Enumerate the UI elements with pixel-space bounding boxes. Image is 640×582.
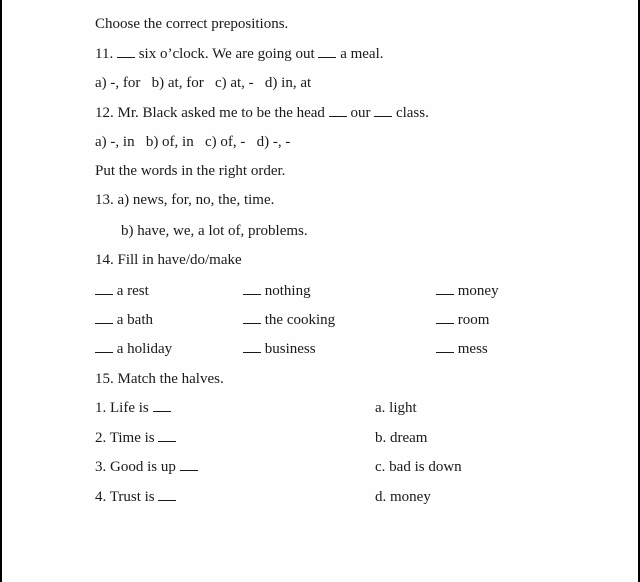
answer-blank[interactable] (436, 283, 454, 295)
answer-blank[interactable] (95, 341, 113, 353)
fill-item (95, 340, 172, 358)
match-left-item (95, 458, 198, 476)
section-heading-prepositions: Choose the correct prepositions. (95, 16, 289, 32)
answer-blank[interactable] (158, 489, 176, 501)
worksheet-page (2, 0, 638, 582)
fill-item-text: a bath (116, 312, 153, 328)
question-11-text-2: a meal. (340, 46, 384, 62)
match-left-item (95, 399, 171, 417)
question-12-text-1: 12. Mr. Black asked me to be the head (95, 105, 325, 121)
question-11-label: 11. (95, 46, 114, 62)
fill-item-text: mess (457, 341, 488, 357)
answer-blank[interactable] (243, 283, 261, 295)
question-12 (95, 104, 429, 122)
question-11 (95, 45, 384, 63)
fill-item (436, 282, 499, 300)
match-left-text: 2. Time is (95, 430, 155, 446)
question-11-text-1: six o’clock. We are going out (138, 46, 315, 62)
answer-blank[interactable] (95, 283, 113, 295)
match-right-item: c. bad is down (375, 459, 462, 475)
match-right-item: a. light (375, 400, 417, 416)
question-12-text-3: class. (395, 105, 429, 121)
fill-item-text: the cooking (264, 312, 336, 328)
answer-blank[interactable] (243, 312, 261, 324)
fill-item-text: a rest (116, 283, 149, 299)
answer-blank[interactable] (436, 312, 454, 324)
section-heading-word-order: Put the words in the right order. (95, 163, 286, 179)
fill-item (243, 340, 316, 358)
question-12-options: a) -, in b) of, in c) of, - d) -, - (95, 134, 291, 150)
answer-blank[interactable] (318, 46, 336, 58)
fill-item (95, 282, 149, 300)
fill-item-text: nothing (264, 283, 311, 299)
fill-item (243, 282, 311, 300)
question-13a: 13. a) news, for, no, the, time. (95, 192, 275, 208)
fill-item-text: a holiday (116, 341, 173, 357)
match-right-item: d. money (375, 489, 431, 505)
fill-item (436, 340, 488, 358)
answer-blank[interactable] (95, 312, 113, 324)
fill-item (95, 311, 153, 329)
fill-item (243, 311, 335, 329)
match-left-item (95, 488, 176, 506)
question-12-text-2: our (350, 105, 371, 121)
match-left-text: 1. Life is (95, 400, 149, 416)
match-left-text: 4. Trust is (95, 489, 155, 505)
section-heading-match: 15. Match the halves. (95, 371, 224, 387)
fill-item-text: money (457, 283, 499, 299)
fill-item (436, 311, 489, 329)
question-11-options: a) -, for b) at, for c) at, - d) in, at (95, 75, 312, 91)
answer-blank[interactable] (374, 105, 392, 117)
match-left-item (95, 429, 176, 447)
answer-blank[interactable] (180, 459, 198, 471)
answer-blank[interactable] (117, 46, 135, 58)
match-right-item: b. dream (375, 430, 428, 446)
answer-blank[interactable] (329, 105, 347, 117)
answer-blank[interactable] (243, 341, 261, 353)
question-13b: b) have, we, a lot of, problems. (121, 223, 308, 239)
fill-item-text: room (457, 312, 490, 328)
section-heading-have-do-make: 14. Fill in have/do/make (95, 252, 242, 268)
answer-blank[interactable] (158, 430, 176, 442)
answer-blank[interactable] (153, 400, 171, 412)
match-left-text: 3. Good is up (95, 459, 176, 475)
fill-item-text: business (264, 341, 316, 357)
answer-blank[interactable] (436, 341, 454, 353)
